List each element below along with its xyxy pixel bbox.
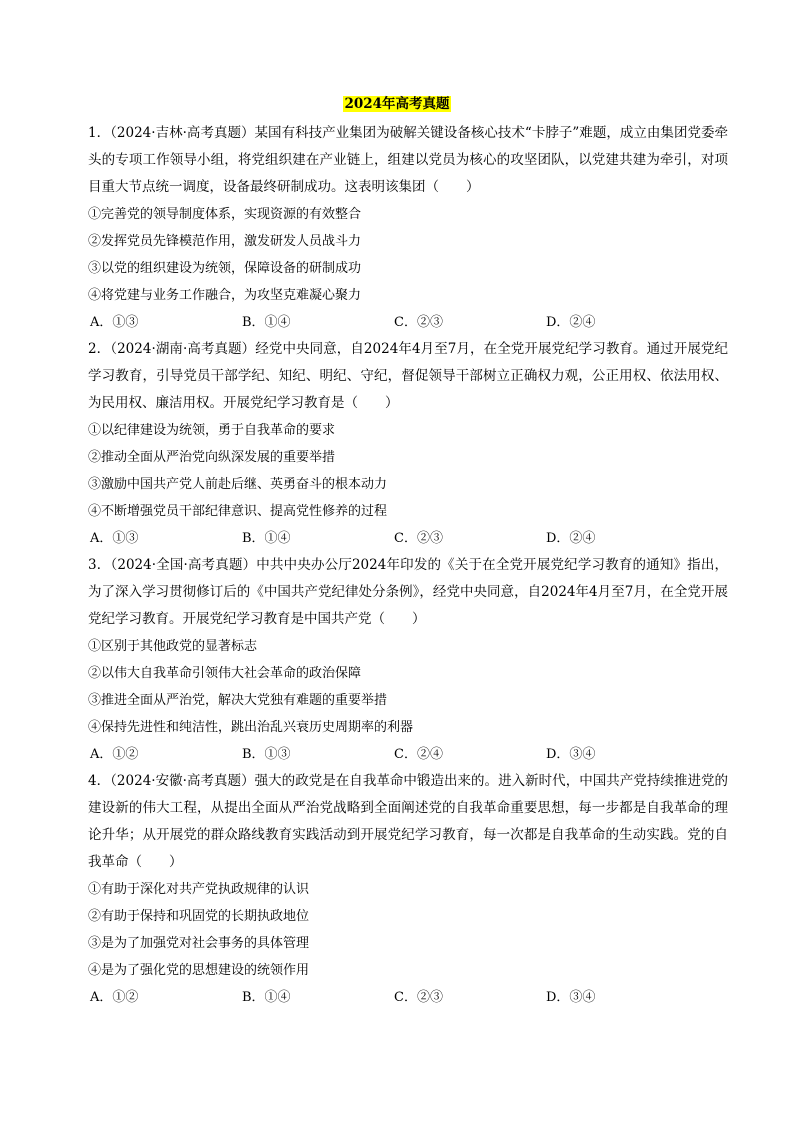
question-number: 1． bbox=[88, 125, 111, 141]
question-source: （2024·安徽·高考真题） bbox=[110, 773, 255, 789]
statement-option: ②有助于保持和巩固党的长期执政地位 bbox=[88, 909, 310, 924]
statement-option: ④将党建与业务工作融合，为攻坚克难凝心聚力 bbox=[88, 288, 362, 303]
statement-option: ①完善党的领导制度体系，实现资源的有效整合 bbox=[88, 207, 362, 222]
choice-c: C．②③ bbox=[394, 990, 443, 1005]
statement-option: ①区别于其他政党的显著标志 bbox=[88, 639, 258, 654]
question-text: 经党中央同意，自2024年4月至7月，在全党开展党纪学习教育。通过开展党纪学习教育，引导党员干部学纪、知纪、明纪、守纪，督促领导干部树立正确权力观，公正用权、依法用权、为民用权、廉洁用权。开展党纪学习教育是（ ） bbox=[88, 341, 728, 411]
choice-c: C．②③ bbox=[394, 315, 443, 330]
choice-b: B．①③ bbox=[242, 747, 291, 762]
question-source: （2024·全国·高考真题） bbox=[110, 557, 257, 573]
answer-choices bbox=[88, 309, 728, 336]
choice-c: C．②③ bbox=[394, 531, 443, 546]
statement-option: ③以党的组织建设为统领，保障设备的研制成功 bbox=[88, 261, 362, 276]
question-4 bbox=[88, 768, 728, 1011]
question-stem bbox=[88, 336, 728, 417]
question-stem bbox=[88, 552, 728, 633]
question-text: 强大的政党是在自我革命中锻造出来的。进入新时代，中国共产党持续推进党的建设新的伟大工程，从提出全面从严治党战略到全面阐述党的自我革命重要思想，每一步都是自我革命的理论升华；从开展党的群众路线教育实践活动到开展党纪学习教育，每一次都是自我革命的生动实践。党的自我革命（ ） bbox=[88, 773, 728, 870]
statement-option: ④保持先进性和纯洁性，跳出治乱兴衰历史周期率的利器 bbox=[88, 720, 414, 735]
answer-choices bbox=[88, 741, 728, 768]
choice-d: D．②④ bbox=[546, 315, 596, 330]
question-2 bbox=[88, 336, 728, 552]
statement-option: ④是为了强化党的思想建设的统领作用 bbox=[88, 963, 310, 978]
choice-a: A．①③ bbox=[90, 531, 139, 546]
choice-b: B．①④ bbox=[242, 531, 291, 546]
statement-option: ②以伟大自我革命引领伟大社会革命的政治保障 bbox=[88, 666, 362, 681]
choice-d: D．③④ bbox=[546, 747, 596, 762]
choice-d: D．③④ bbox=[546, 990, 596, 1005]
question-number: 3． bbox=[88, 557, 111, 573]
choice-b: B．①④ bbox=[242, 315, 291, 330]
choice-c: C．②④ bbox=[394, 747, 443, 762]
question-text: 中共中央办公厅2024年印发的《关于在全党开展党纪学习教育的通知》指出，为了深入学习贯彻修订后的《中国共产党纪律处分条例》，经党中央同意，自2024年4月至7月，在全党开展党纪学习教育。开展党纪学习教育是中国共产党（ ） bbox=[88, 557, 728, 627]
question-1 bbox=[88, 120, 728, 336]
question-stem bbox=[88, 120, 728, 201]
statement-option: ④不断增强党员干部纪律意识、提高党性修养的过程 bbox=[88, 504, 388, 519]
statement-option: ②推动全面从严治党向纵深发展的重要举措 bbox=[88, 450, 336, 465]
question-source: （2024·湖南·高考真题） bbox=[110, 341, 256, 357]
statement-option: ①以纪律建设为统领，勇于自我革命的要求 bbox=[88, 423, 336, 438]
choice-a: A．①② bbox=[90, 990, 139, 1005]
choice-d: D．②④ bbox=[546, 531, 596, 546]
statement-option: ②发挥党员先锋模范作用，激发研发人员战斗力 bbox=[88, 234, 362, 249]
question-number: 4． bbox=[88, 773, 111, 789]
page-title bbox=[0, 94, 794, 114]
question-text: 某国有科技产业集团为破解关键设备核心技术“卡脖子”难题，成立由集团党委牵头的专项工作领导小组，将党组织建在产业链上，组建以党员为核心的攻坚团队，以党建共建为牵引，对项目重大节点统一调度，设备最终研制成功。这表明该集团（ ） bbox=[88, 125, 728, 195]
question-3 bbox=[88, 552, 728, 768]
choice-a: A．①③ bbox=[90, 315, 139, 330]
question-stem bbox=[88, 768, 728, 876]
answer-choices bbox=[88, 984, 728, 1011]
question-source: （2024·吉林·高考真题） bbox=[110, 125, 255, 141]
question-list bbox=[88, 120, 728, 1011]
statement-option: ①有助于深化对共产党执政规律的认识 bbox=[88, 882, 310, 897]
answer-choices bbox=[88, 525, 728, 552]
page-title-highlight: 2024年高考真题 bbox=[344, 96, 450, 112]
choice-a: A．①② bbox=[90, 747, 139, 762]
statement-option: ③推进全面从严治党，解决大党独有难题的重要举措 bbox=[88, 693, 388, 708]
statement-option: ③激励中国共产党人前赴后继、英勇奋斗的根本动力 bbox=[88, 477, 388, 492]
question-number: 2． bbox=[88, 341, 111, 357]
statement-option: ③是为了加强党对社会事务的具体管理 bbox=[88, 936, 310, 951]
choice-b: B．①④ bbox=[242, 990, 291, 1005]
